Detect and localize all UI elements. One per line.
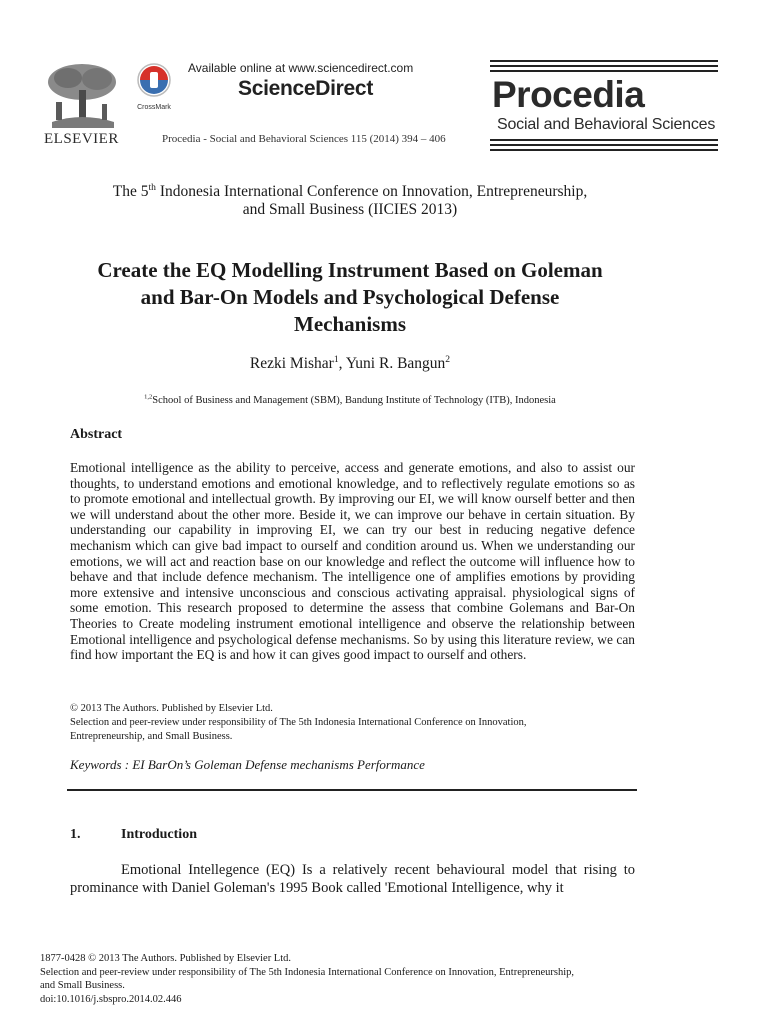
abstract-body: Emotional intelligence as the ability to perceive, access and generate emotions, and also to assist our thoughts, to understand emotions and emotional knowledge, and to reflectively regulate emotions so as to promote emotional and intellectual growth. By improving our EI, we will know ourself better and then we will understand about the other more. Beside it, we can improve our behave in certain situation. By understanding our capability in improving EI, we can try our best in reducing negative defence mechanism which can give bad impact to ourself and condition around us. When we understanding our emotions, we will act and reaction base on our knowledge and reflect the outcome will influence how to behave and that include defence mechanism. The intelligence one of amplifies emotions by providing more extensive and intensive unconscious and conscious activating appraisal. physiological signs of some emotion. This research proposed to determine the assess that combine Golemans and Bar-On Theories to Create modeling instrument emotional intelligence and observe the relationship between Emotional intelligence and psychological defense mechanisms. So by using this literature review, we can find how important the EQ is and how it can gives good impact to ourself and others.: [70, 460, 635, 663]
publisher-wordmark: ELSEVIER: [44, 131, 119, 147]
crossmark-icon: [136, 62, 172, 98]
procedia-subtitle: Social and Behavioral Sciences: [497, 116, 716, 133]
authors: [60, 355, 640, 373]
conference-name: [60, 183, 640, 219]
footer-issn: 1877-0428 © 2013 The Authors. Published by Elsevier Ltd.: [40, 953, 292, 964]
conference-line2: and Small Business (IICIES 2013): [242, 201, 458, 218]
journal-citation: Procedia - Social and Behavioral Sciences 115 (2014) 394 – 406: [162, 133, 446, 145]
conference-ordinal: th: [148, 181, 156, 193]
procedia-wordmark: Procedia: [492, 74, 645, 115]
crossmark-badge[interactable]: [136, 62, 172, 111]
footer-peer-review-2: and Small Business.: [40, 980, 125, 992]
affiliation-sup: 1,2: [144, 393, 153, 401]
affiliation-text: School of Business and Management (SBM), Bandung Institute of Technology (ITB), Indonesia: [152, 395, 556, 406]
paper-title: Create the EQ Modelling Instrument Based on Goleman and Bar-On Models and Psychological Defense Mechanisms: [97, 258, 603, 336]
conference-line1: Indonesia International Conference on Innovation, Entrepreneurship,: [155, 183, 588, 200]
section-heading-introduction: Introduction: [121, 827, 197, 842]
sciencedirect-wordmark: ScienceDirect: [238, 77, 374, 100]
section-divider: [67, 789, 637, 791]
elsevier-tree-logo: [42, 62, 124, 130]
available-online-text: Available online at www.sciencedirect.com: [188, 61, 414, 75]
abstract-copyright-block: [70, 702, 635, 744]
section-number: 1.: [70, 827, 81, 842]
procedia-bottom-rules: [490, 139, 718, 154]
page-footer: [40, 952, 680, 1006]
author-2-sup: 2: [445, 353, 451, 365]
abstract-peer-review-1: Selection and peer-review under responsibility of The 5th Indonesia International Conference on Innovation,: [70, 717, 527, 728]
abstract-peer-review-2: Entrepreneurship, and Small Business.: [70, 731, 233, 742]
author-separator: ,: [338, 355, 346, 372]
abstract-copyright: © 2013 The Authors. Published by Elsevier Ltd.: [70, 703, 273, 714]
footer-doi-link[interactable]: doi:10.1016/j.sbspro.2014.02.446: [40, 993, 182, 1005]
procedia-top-rules: [490, 60, 718, 75]
conference-prefix: The 5: [112, 183, 149, 200]
crossmark-label: CrossMark: [137, 104, 171, 111]
author-1-sup: 1: [333, 353, 339, 365]
author-1: Rezki Mishar: [249, 355, 334, 372]
keywords: Keywords : EI BarOn’s Goleman Defense mechanisms Performance: [70, 757, 425, 772]
footer-peer-review-1: Selection and peer-review under responsibility of The 5th Indonesia International Conference on Innovation, Entrepreneurship,: [40, 966, 575, 978]
affiliation: [60, 395, 640, 406]
author-2: Yuni R. Bangun: [345, 355, 446, 372]
abstract-heading: Abstract: [70, 427, 123, 442]
introduction-body: Emotional Intellegence (EQ) Is a relatively recent behavioural model that rising to prominance with Daniel Goleman's 1995 Book called 'Emotional Intelligence, why it: [70, 862, 635, 896]
